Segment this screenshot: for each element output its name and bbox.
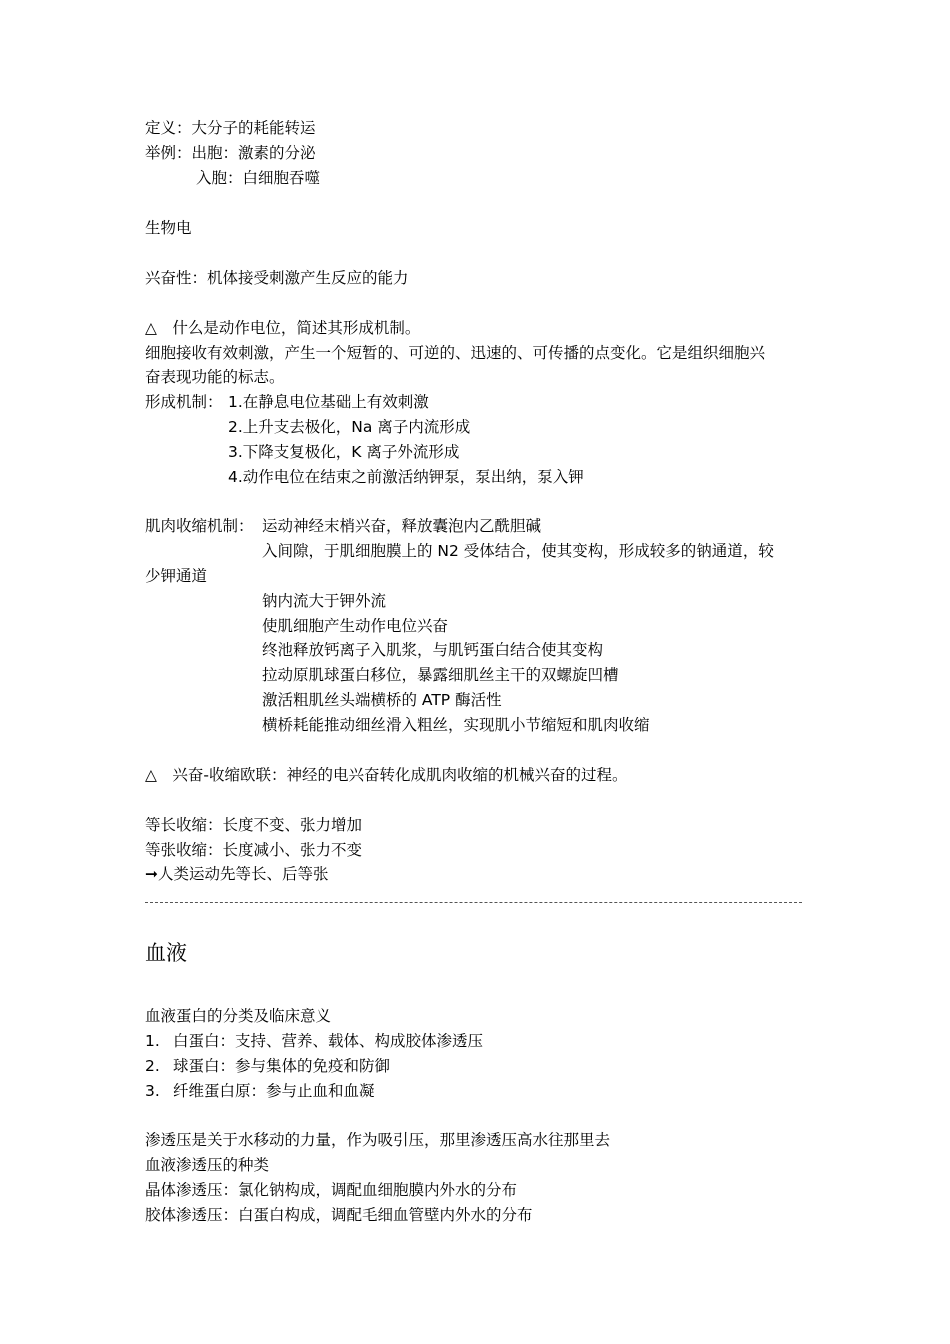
mechanism-step: 2.上升支去极化，Na 离子内流形成 bbox=[228, 418, 471, 436]
list-number: 3. bbox=[145, 1082, 160, 1100]
mechanism-label: 形成机制： bbox=[145, 393, 223, 411]
list-number: 1. bbox=[145, 1032, 160, 1050]
endocytosis-definition: 定义：大分子的耗能转运 bbox=[145, 119, 316, 137]
endocytosis-example: 举例：出胞：激素的分泌 bbox=[145, 144, 316, 162]
muscle-contraction-first-step: 运动神经末梢兴奋，释放囊泡内乙酰胆碱 bbox=[262, 517, 542, 535]
muscle-contraction-step: 拉动原肌球蛋白移位，暴露细肌丝主干的双螺旋凹槽 bbox=[262, 666, 619, 684]
muscle-contraction-second-step: 入间隙，于肌细胞膜上的 N2 受体结合，使其变构，形成较多的钠通道，较 bbox=[262, 542, 774, 560]
muscle-contraction-step: 使肌细胞产生动作电位兴奋 bbox=[262, 617, 449, 635]
endocytosis-example-in: 入胞：白细胞吞噬 bbox=[196, 169, 321, 187]
isometric-contraction: 等长收缩：长度不变、张力增加 bbox=[145, 816, 363, 834]
action-potential-answer-line2: 奋表现功能的标志。 bbox=[145, 368, 285, 386]
blood-protein-item bbox=[145, 1081, 375, 1101]
action-potential-question: △ 什么是动作电位，简述其形成机制。 bbox=[145, 319, 421, 337]
action-potential-answer-line1: 细胞接收有效刺激，产生一个短暂的、可逆的、迅速的、可传播的点变化。它是组织细胞兴 bbox=[145, 344, 766, 362]
muscle-contraction-second-step-wrap: 少钾通道 bbox=[145, 567, 208, 585]
list-number: 2. bbox=[145, 1057, 160, 1075]
mechanism-step: 4.动作电位在结束之前激活纳钾泵，泵出纳，泵入钾 bbox=[228, 468, 584, 486]
blood-protein-item bbox=[145, 1031, 483, 1051]
muscle-contraction-step: 横桥耗能推动细丝滑入粗丝，实现肌小节缩短和肌肉收缩 bbox=[262, 716, 650, 734]
muscle-contraction-label: 肌肉收缩机制： bbox=[145, 517, 254, 535]
list-text: 球蛋白：参与集体的免疫和防御 bbox=[173, 1057, 391, 1075]
excitability-definition: 兴奋性：机体接受刺激产生反应的能力 bbox=[145, 269, 409, 287]
colloid-osmotic-pressure: 胶体渗透压：白蛋白构成，调配毛细血管壁内外水的分布 bbox=[145, 1206, 533, 1224]
list-text: 纤维蛋白原：参与止血和血凝 bbox=[173, 1082, 375, 1100]
osmotic-types-heading: 血液渗透压的种类 bbox=[145, 1156, 270, 1174]
blood-protein-heading: 血液蛋白的分类及临床意义 bbox=[145, 1007, 332, 1025]
section-divider bbox=[145, 902, 802, 903]
blood-section-title: 血液 bbox=[145, 941, 187, 965]
osmotic-pressure-definition: 渗透压是关于水移动的力量，作为吸引压，那里渗透压高水往那里去 bbox=[145, 1131, 611, 1149]
muscle-contraction-step: 激活粗肌丝头端横桥的 ATP 酶活性 bbox=[262, 691, 502, 709]
muscle-contraction-step: 终池释放钙离子入肌浆，与肌钙蛋白结合使其变构 bbox=[262, 641, 604, 659]
mechanism-step: 3.下降支复极化，K 离子外流形成 bbox=[228, 443, 460, 461]
crystal-osmotic-pressure: 晶体渗透压：氯化钠构成，调配血细胞膜内外水的分布 bbox=[145, 1181, 518, 1199]
blood-protein-item bbox=[145, 1056, 390, 1076]
mechanism-step: 1.在静息电位基础上有效刺激 bbox=[228, 393, 429, 411]
bioelectric-heading: 生物电 bbox=[145, 219, 192, 237]
muscle-contraction-step: 钠内流大于钾外流 bbox=[262, 592, 387, 610]
excitation-contraction-coupling: △ 兴奋-收缩欧联：神经的电兴奋转化成肌肉收缩的机械兴奋的过程。 bbox=[145, 766, 628, 784]
list-text: 白蛋白：支持、营养、载体、构成胶体渗透压 bbox=[173, 1032, 484, 1050]
contraction-order-note: ➞人类运动先等长、后等张 bbox=[145, 865, 329, 883]
isotonic-contraction: 等张收缩：长度减小、张力不变 bbox=[145, 841, 363, 859]
